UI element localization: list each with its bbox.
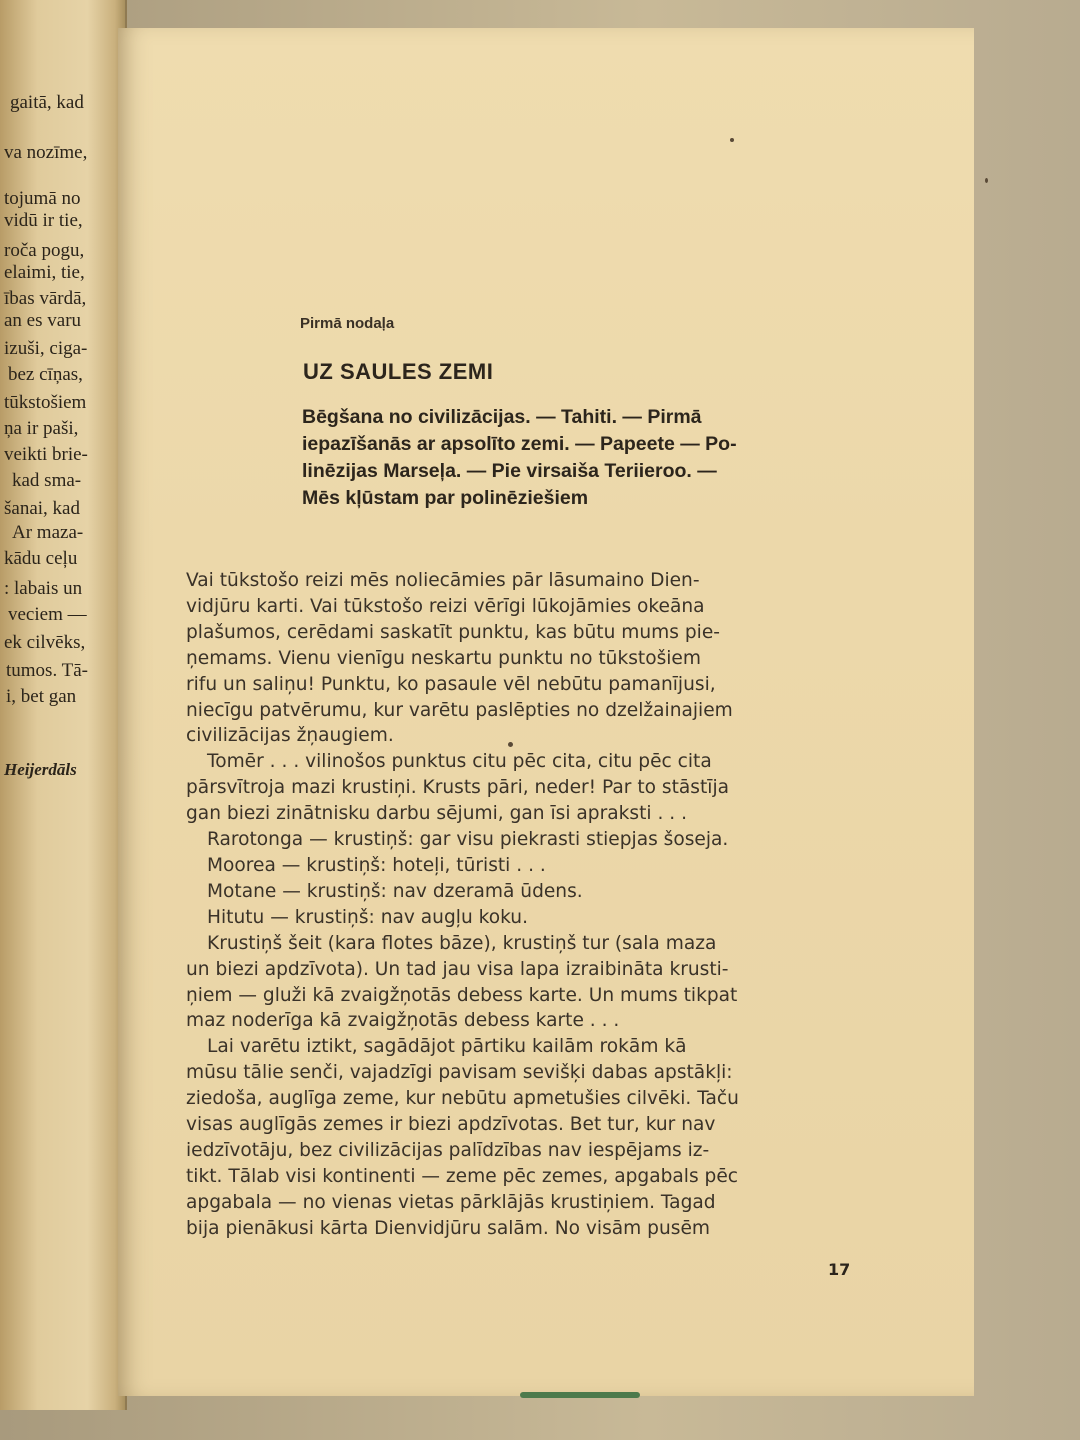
body-line: ziedoša, auglīga zeme, kur nebūtu apmetušies cilvēki. Taču [186,1088,739,1110]
left-page-line: ņa ir paši, [4,418,79,439]
left-page-line: ek cilvēks, [4,632,86,653]
body-line: Hitutu — krustiņš: nav augļu koku. [207,906,529,928]
body-line: Lai varētu iztikt, sagādājot pārtiku kailām rokām kā [207,1036,687,1058]
left-page-line: izuši, ciga- [4,338,88,359]
green-bookmark-edge [520,1392,640,1398]
left-page-line: roča pogu, [4,240,85,261]
body-line: maz noderīga kā zvaigžņotās debess karte . . . [186,1010,620,1032]
left-page-line: vidū ir tie, [4,210,83,231]
body-line: rifu un saliņu! Punktu, ko pasaule vēl nebūtu pamanījusi, [186,673,716,695]
left-page-line: tumos. Tā- [6,660,88,681]
body-line: iedzīvotāju, bez civilizācijas palīdzības nav iespējams iz- [186,1139,710,1161]
left-page-line: Ar maza- [12,522,84,543]
left-page-line: tojumā no [4,188,81,209]
body-line: plašumos, cerēdami saskatīt punktu, kas būtu mums pie- [186,621,720,643]
body-line: Krustiņš šeit (kara flotes bāze), krustiņš tur (sala maza [207,932,717,954]
body-line: niecīgu patvērumu, kur varētu paslēpties no dzelžainajiem [186,699,733,721]
body-line: Rarotonga — krustiņš: gar visu piekrasti stiepjas šoseja. [207,829,729,851]
summary-line: iepazīšanās ar apsolīto zemi. — Papeete — Po- [302,433,737,455]
left-page-line: elaimi, tie, [4,262,85,283]
left-page-line: an es varu [4,310,82,331]
left-page [0,0,127,1410]
body-line: ņiem — gluži kā zvaigžņotās debess karte. Un mums tikpat [186,984,738,1006]
summary-line: linēzijas Marseļa. — Pie virsaiša Teriieroo. — [302,460,717,482]
paper-speck [730,138,734,142]
paper-speck [508,742,513,747]
body-line: pārsvītroja mazi krustiņi. Krusts pāri, neder! Par to stāstīja [186,777,730,799]
left-page-line: bez cīņas, [8,364,83,385]
left-page-line: šanai, kad [4,498,80,519]
summary-line: Bēgšana no civilizācijas. — Tahiti. — Pirmā [302,406,702,428]
body-line: apgabala — no vienas vietas pārklājās krustiņiem. Tagad [186,1191,716,1213]
left-page-line: gaitā, kad [10,92,84,113]
left-page-line: i, bet gan [6,686,77,707]
chapter-title: UZ SAULES ZEMI [303,359,494,384]
body-line: bija pienākusi kārta Dienvidjūru salām. No visām pusēm [186,1217,711,1239]
body-line: un biezi apdzīvota). Un tad jau visa lapa izraibināta krusti- [186,958,729,980]
left-page-line: kad sma- [12,470,82,491]
paper-speck [985,178,988,183]
left-page-line: veciem — [8,604,87,625]
body-line: tikt. Tālab visi kontinenti — zeme pēc zemes, apgabals pēc [186,1165,739,1187]
left-page-line: va nozīme, [4,142,88,163]
body-line: Tomēr . . . vilinošos punktus citu pēc cita, citu pēc cita [207,751,712,773]
left-page-line: tūkstošiem [4,392,87,413]
body-line: civilizācijas žņaugiem. [186,725,394,747]
body-line: mūsu tālie senči, vajadzīgi pavisam sevišķi dabas apstākļi: [186,1062,733,1084]
left-page-line: ības vārdā, [4,288,87,309]
body-line: Vai tūkstošo reizi mēs noliecāmies pār lāsumaino Dien- [186,570,700,591]
left-page-line: kādu ceļu [4,548,78,569]
body-line: vidjūru karti. Vai tūkstošo reizi vērīgi lūkojāmies okeāna [186,595,705,617]
page-number: 17 [828,1260,851,1279]
body-text [186,568,854,1242]
body-line: visas auglīgās zemes ir biezi apdzīvotas. Bet tur, kur nav [186,1114,716,1136]
body-line: Moorea — krustiņš: hoteļi, tūristi . . . [207,854,546,876]
body-line: gan biezi zinātnisku darbu sējumi, gan īsi apraksti . . . [186,803,688,825]
chapter-summary [302,404,854,512]
chapter-label: Pirmā nodaļa [300,315,395,332]
summary-line: Mēs kļūstam par polinēziešiem [302,487,589,509]
body-line: Motane — krustiņš: nav dzeramā ūdens. [207,880,583,902]
body-line: ņemams. Vienu vienīgu neskartu punktu no tūkstošiem [186,647,701,669]
left-page-line: : labais un [4,578,83,599]
left-page-line: veikti brie- [4,444,88,465]
left-page-author: Heijerdāls [4,760,77,779]
